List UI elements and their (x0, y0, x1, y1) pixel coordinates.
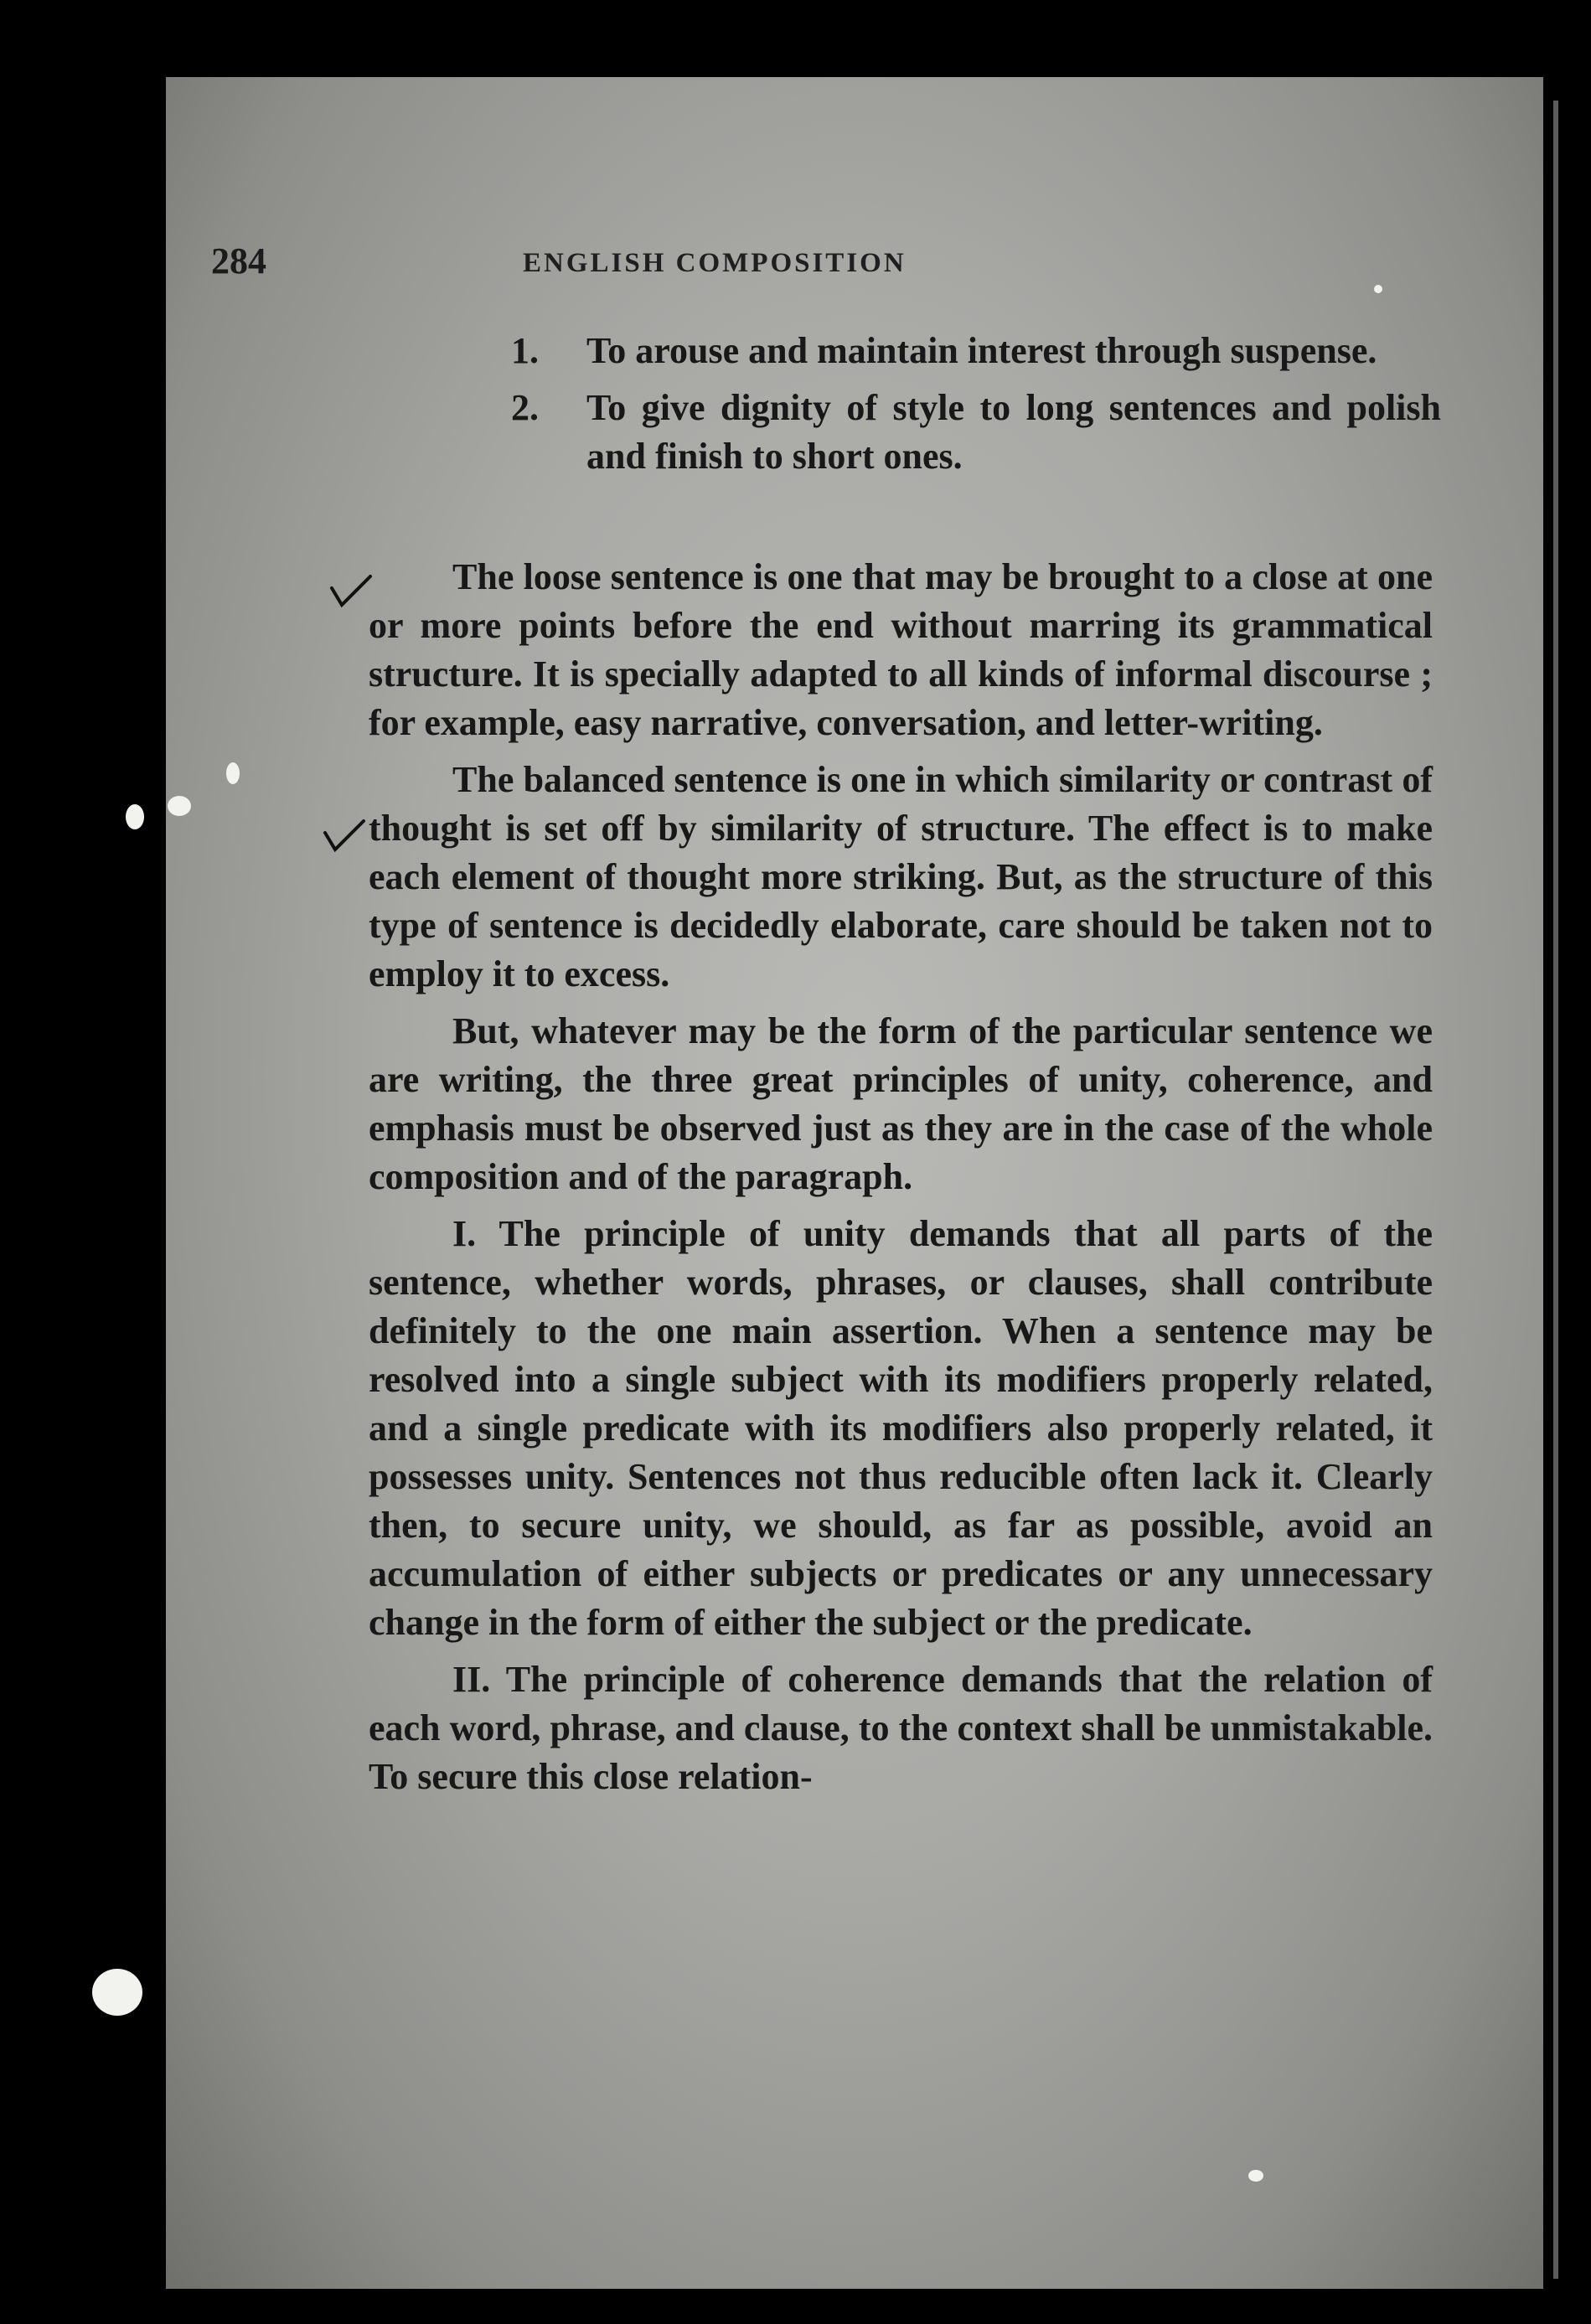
paragraph-coherence: II. The principle of coherence demands that the relation of each word, phrase, and clause, to the context shall be unmistakable. To secure this close relation- (369, 1659, 1433, 1797)
list-item (511, 384, 1441, 481)
scan-speck (92, 1969, 142, 2016)
numbered-list (511, 327, 1441, 481)
scan-speck (226, 762, 240, 784)
paragraph-unity: I. The principle of unity demands that all parts of the sentence, whether words, phrases, or clauses, shall contribute definitely to the one main assertion. When a sentence may be resolved into a single subject with its modifiers properly related, and a single predicate with its modifiers also properly related, it possesses unity. Sentences not thus reducible often lack it. Clearly then, to secure unity, we should, as far as possible, avoid an accumulation of either subjects or predicates or any unnecessary change in the form of either the subject or the predicate. (369, 1213, 1433, 1643)
list-number: 2. (511, 387, 539, 428)
list-number: 1. (511, 330, 539, 371)
page-edge (1553, 101, 1558, 2279)
paragraph-principles: But, whatever may be the form of the particular sentence we are writing, the three great principles of unity, coherence, and emphasis must be observed just as they are in the case of the whole composition and of the paragraph. (369, 1010, 1433, 1197)
check-mark-icon (322, 818, 367, 853)
list-item (511, 327, 1441, 375)
check-mark-icon (328, 573, 374, 608)
body-text (369, 553, 1433, 1810)
list-item-text: To arouse and maintain interest through suspense. (586, 330, 1377, 371)
paragraph-loose-sentence: The loose sentence is one that may be brought to a close at one or more points before the end without marring its grammatical structure. It is specially adapted to all kinds of informal discourse ; for example, easy narrative, conversation, and letter-writing. (369, 556, 1433, 743)
paragraph-balanced-sentence: The balanced sentence is one in which similarity or contrast of thought is set off by similarity of structure. The effect is to make each element of thought more striking. But, as the structure of this type of sentence is decidedly elaborate, care should be taken not to employ it to excess. (369, 759, 1433, 994)
page-text (360, 327, 1441, 489)
running-head (211, 240, 1133, 298)
scan-speck (126, 804, 144, 829)
scan-speck (1248, 2170, 1263, 2182)
scan-speck (1374, 285, 1382, 293)
scan-speck (168, 796, 191, 816)
page-number: 284 (211, 240, 266, 281)
running-title: ENGLISH COMPOSITION (523, 248, 907, 278)
list-item-text: To give dignity of style to long sentences and polish and finish to short ones. (586, 387, 1441, 477)
